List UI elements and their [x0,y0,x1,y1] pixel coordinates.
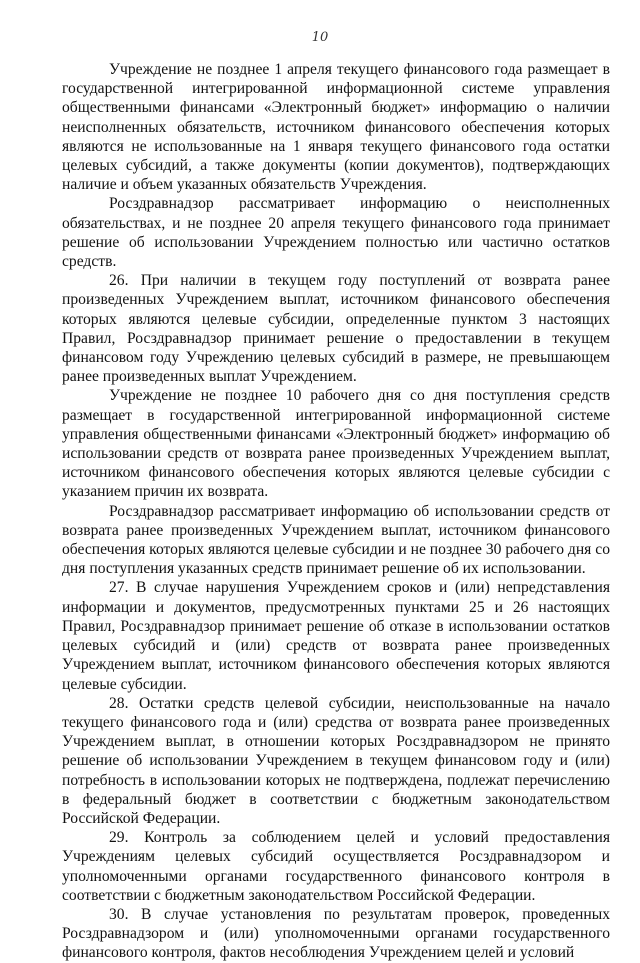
paragraph-2: Росздравнадзор рассматривает информацию о неисполненных обязательствах, и не позднее 20 апреля текущего финансового года принимает решение об использовании Учреждением полностью или частично остатков средств. [62,195,610,271]
paragraph-4: Учреждение не позднее 10 рабочего дня со дня поступления средств размещает в государственной интегрированной информационной системе управления общественными финансами «Электронный бюджет» информацию об использовании средств от возврата ранее произведенных Учреждением выплат, источником финансового обеспечения которых являются целевые субсидии с указанием причин их возврата. [62,387,610,501]
paragraph-5: Росздравнадзор рассматривает информацию об использовании средств от возврата ранее произведенных Учреждением выплат, источником финансового обеспечения которых являются целевые субсидии и не позднее 30 рабочего дня со дня поступления указанных средств принимает решение об их использовании. [62,502,610,578]
paragraph-7: 28. Остатки средств целевой субсидии, неиспользованные на начало текущего финансового года и (или) средства от возврата ранее произведенных Учреждением выплат, в отношении которых Росздравнадзором не принято решение об использовании Учреждением в текущем финансовом году и (или) потребность в использовании которых не подтверждена, подлежат перечислению в федеральный бюджет в соответствии с бюджетным законодательством Российской Федерации. [62,694,610,827]
paragraph-6: 27. В случае нарушения Учреждением сроков и (или) непредставления информации и документов, предусмотренных пунктами 25 и 26 настоящих Правил, Росздравнадзор принимает решение об отказе в использовании остатков целевых субсидий и (или) средств от возврата ранее произведенных Учреждением выплат, источником финансового обеспечения которых являются целевые субсидии. [62,579,610,693]
document-body [62,60,610,963]
page-number: 10 [311,30,329,45]
paragraph-1: Учреждение не позднее 1 апреля текущего финансового года размещает в государственной интегрированной информационной системе управления общественными финансами «Электронный бюджет» информацию о наличии неисполненных обязательств, источником финансового обеспечения которых являются не использованные на 1 января текущего финансового года остатки целевых субсидий, а также документы (копии документов), подтверждающих наличие и объем указанных обязательств Учреждения. [62,61,610,194]
paragraph-3: 26. При наличии в текущем году поступлений от возврата ранее произведенных Учреждением выплат, источником финансового обеспечения которых являются целевые субсидии, определенные пунктом 3 настоящих Правил, Росздравнадзор принимает решение о предоставлении в текущем финансовом году Учреждению целевых субсидий в размере, не превышающем ранее произведенных выплат Учреждением. [62,272,610,386]
paragraph-8: 29. Контроль за соблюдением целей и условий предоставления Учреждениям целевых субсидий осуществляется Росздравнадзором и уполномоченными органами государственного финансового контроля в соответствии с бюджетным законодательством Российской Федерации. [62,829,610,904]
paragraph-9: 30. В случае установления по результатам проверок, проведенных Росздравнадзором и (или) уполномоченными органами государственного финансового контроля, фактов несоблюдения Учреждением целей и условий [62,905,610,962]
